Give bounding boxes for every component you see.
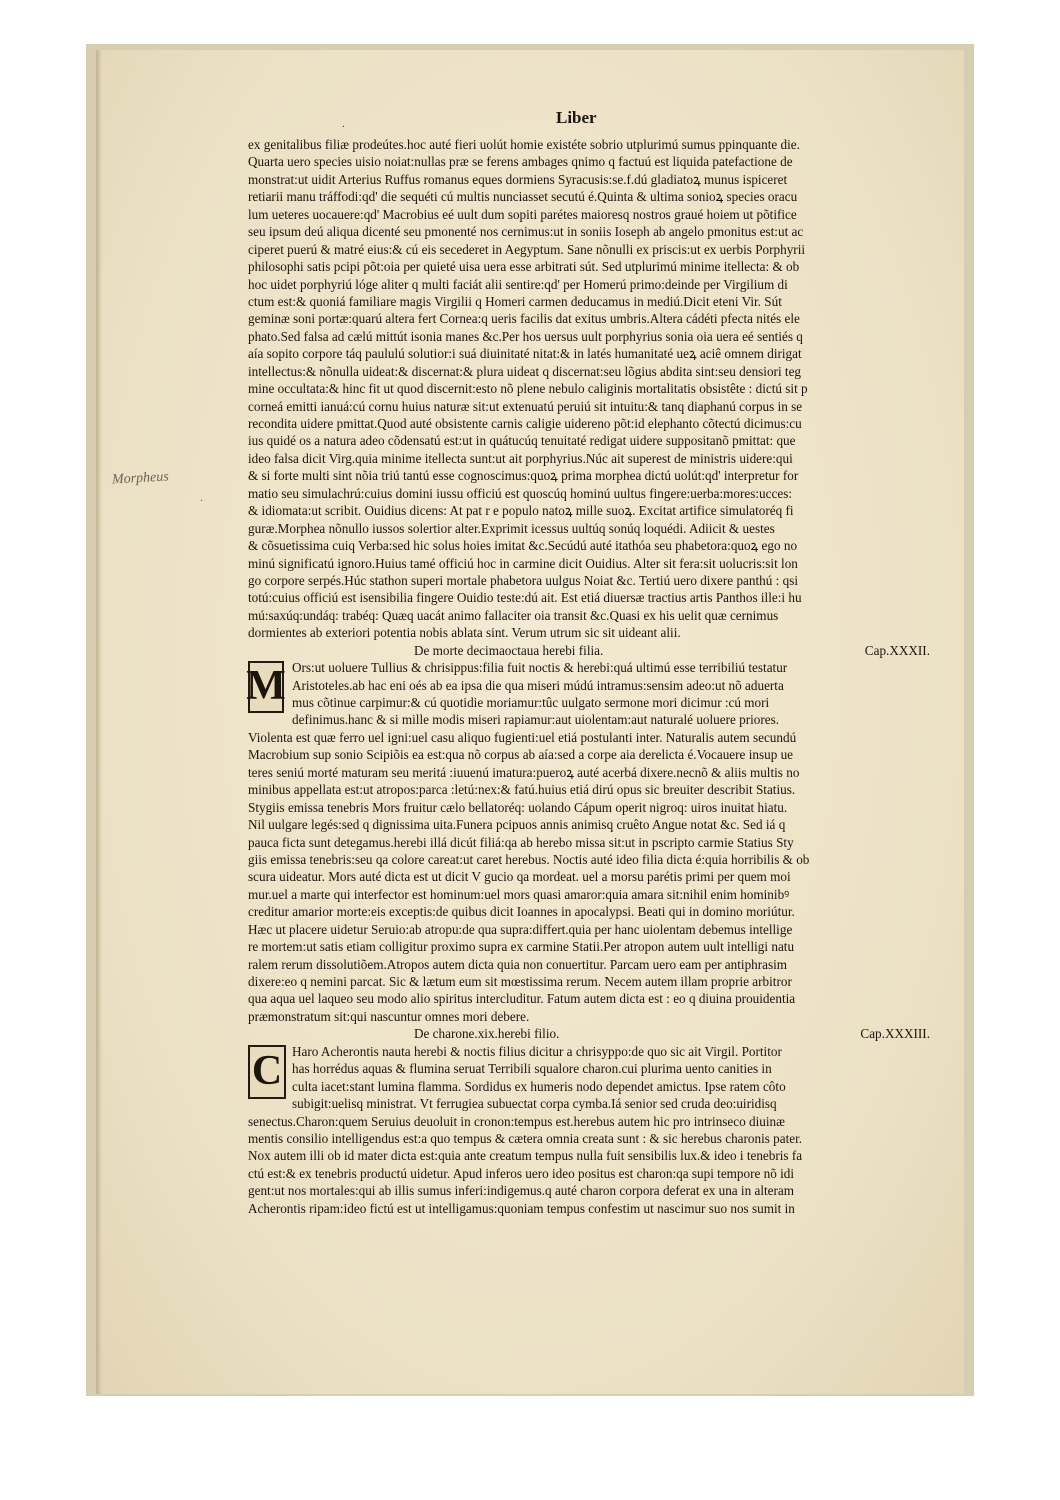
text-line: subigit:uelisq ministrat. Vt ferrugiea subuectat corpa cymba.Iá senior sed cruda deo:uiridisq (292, 1096, 777, 1112)
chapter-33-opening (248, 1043, 930, 1113)
text-line: Haro Acherontis nauta herebi & noctis filius dicitur a chrisyppo:de quo sic ait Virgil. Portitor (292, 1043, 782, 1059)
text-line: senectus.Charon:quem Seruius deuoluit in cronon:tempus est.herebus autem hic pro intrinseco diuinæ (248, 1113, 785, 1129)
text-line: ciperet puerú & matré eius:& cú eis secederet in Aegyptum. Sane nõnulli ex priscis:ut ex uerbis Porphyrii (248, 241, 806, 257)
decorated-initial-m: M (248, 661, 284, 713)
text-line: mus cõtinue carpimur:& cú quotidie moriamur:tûc uulgato sermone mori dicimur :cú mori (292, 695, 770, 710)
chapter-33-title: De charone.xix.herebi filio. (414, 1026, 560, 1042)
text-line: pauca ficta sunt detegamus.herebi illá dicút filiá:qa ab herebo missa sit:ut in pscripto carmie Statius Sty (248, 834, 794, 850)
scanned-book-page-background (86, 44, 974, 1396)
text-line: & cõsuetissima cuiq Verba:sed hic solus hoies imitat &c.Secúdú auté itathóa seu phabetora:quoꝝ ego no (248, 538, 798, 554)
text-line: Quarta uero species uisio noiat:nullas præ se ferens ambages qnimo q factuú est liquida patefactione de (248, 154, 793, 170)
chapter-32-number: Cap.XXXII. (864, 642, 930, 658)
text-line: qua aqua uel laqueo seu modo alio spiritus intercluditur. Fatum autem dicta est : eo q diuina prouidentia (248, 991, 796, 1007)
small-mark: . (342, 116, 345, 130)
text-section-charon-opening (248, 1043, 930, 1113)
text-line: minibus appellata est:ut atropos:parca :letú:nex:& fatú.huius etiá dirú opus sic breuiter describit Statius. (248, 782, 796, 798)
text-line: minú significatú ignoro.Huius tamé officiú hoc in carmine dicit Ouidius. Alter sit fera:sit uolucris:sit lon (248, 555, 798, 571)
text-line: Nil uulgare legés:sed q dignissima uita.Funera pcipuos annis animisq cruêto Angue notat &c. Sed iá q (248, 817, 786, 833)
text-line: culta iacet:stant lumina flamma. Sordidus ex humeris nodo dependet amictus. Ipse ratem côto (292, 1078, 786, 1094)
text-line: giis emissa tenebris:seu qa colore careat:ut caret herebus. Noctis auté ideo filia dicta é:quia horribilis & ob (248, 851, 810, 867)
text-line: gent:ut nos mortales:qui ab illis sumus inferi:indigemus.q auté charon corpora deferat ex una in alteram (248, 1183, 795, 1199)
text-line: lum ueteres uocauere:qd' Macrobius eé uult dum sopiti parétes maioresq nostros graué hoiem ut põtifice (248, 206, 797, 222)
chapter-32-title: De morte decimaoctaua herebi filia. (414, 642, 604, 658)
margin-annotation: Morpheus (111, 469, 170, 488)
text-line: definimus.hanc & si mille modis miseri rapiamur:aut uiolentam:aut naturalé uoluere priores. (292, 712, 780, 728)
chapter-33-number: Cap.XXXIII. (860, 1026, 930, 1042)
text-line: ius quidé os a natura adeo cõdensatú est:ut in quátucúq tenuitaté redigat uidere suppositanõ pmittat: que (248, 433, 796, 449)
text-line: mentis consilio intelligendus est:a quo tempus & cætera omnia creata sunt : & sic herebus charonis pater. (248, 1130, 803, 1146)
text-line: intellectus:& nõnulla uideat:& discernat:& plura uideat q discernat:seu lõgius abdita sint:seu densiori teg (248, 363, 802, 379)
text-line: ideo falsa dicit Virg.quia minime itellecta sunt:ut ait porphyrius.Núc ait superest de ministris uidere:qui (248, 450, 793, 466)
text-line: mur.uel a marte qui interfector est hominum:uel mors quasi amaror:quia amara sit:nihil enim hominibꝰ (248, 886, 790, 902)
text-line: aía sopito corpore táq paululú solutior:i suá diuinitaté nitat:& in latés humanitaté ueꝝ aciê omnem dirigat (248, 346, 802, 362)
text-line: & si forte multi sint nõia triú tantú esse cognoscimus:quoꝝ prima morphea dictú uolút:qd' interpretur for (248, 468, 799, 484)
text-line: Ors:ut uoluere Tullius & chrisippus:filia fuit noctis & herebi:quá ultimú esse terribiliú testatur (292, 660, 788, 676)
text-line: præmonstratum sit:qui nascuntur omnes mori debere. (248, 1008, 530, 1024)
text-line: ex genitalibus filiæ prodeútes.hoc auté fieri uolút homie existéte sobrio utplurimú sumus ppinquante die. (248, 137, 800, 152)
gutter-shadow (96, 50, 102, 1394)
chapter-32-heading (248, 642, 930, 659)
text-line: hoc uidet porphyriú lóge aliter q multi faciát alii sentire:qd' per Homerú primo:deinde per Virgilium di (248, 276, 788, 292)
text-line: Aristoteles.ab hac eni oés ab ea ipsa die qua miseri múdú intramus:sensim adeo:ut nõ aduerta (292, 677, 784, 693)
decorated-initial-c: C (248, 1045, 286, 1099)
text-line: mú:saxúq:undáq: trabéq: Quæq uacát animo fallaciter oia transit &c.Quasi ex his uelit quæ cernimus (248, 607, 779, 623)
text-line: phato.Sed falsa ad cælú mittút isonia manes &c.Per hos uersus uult porphyrius sonia oia uera eé sentiés q (248, 328, 803, 344)
text-line: ctum est:& quoniá familiare magis Virgilii q Homeri carmen deducamus in mediú.Dicit eteni Vir. Sút (248, 293, 782, 309)
text-line: guræ.Morphea nõnullo iussos solertior alter.Exprimit icessus uultúq sonúq loquédi. Adiicit & uestes (248, 520, 775, 536)
text-line: & idiomata:ut scribit. Ouidius dicens: At pat r e populo natoꝝ mille suoꝝ. Excitat artifice simulatoréq fi (248, 503, 794, 519)
text-line: geminæ soni portæ:quarú altera fert Cornea:q ueris facilis dat exitus umbris.Altera cádéti pfecta nités ele (248, 311, 800, 327)
text-line: scura uideatur. Mors auté dicta est ut dicit V gucio qa mordeat. uel a morsu parétis primi per quem moi (248, 869, 791, 885)
text-line: matio seu simulachrú:cuius domini iussu officiú est quoscúq hominú uultus fingere:uerba:mores:ucces: (248, 485, 793, 501)
margin-dot: . (200, 490, 203, 504)
running-head: Liber (556, 108, 597, 127)
text-line: recondita uidere pmittat.Quod auté obsistente carnis caligie uidereno põt:id elephanto cõtectú dicimus:cu (248, 416, 802, 431)
text-line: Violenta est quæ ferro uel igni:uel casu aliquo fugienti:uel etiá postulanti inter. Naturalis autem secundú (248, 729, 797, 745)
text-line: has horrédus aquas & flumina seruat Terribili squalore charon.cui plurima uento canities in (292, 1061, 772, 1077)
text-line: mine occultata:& hinc fit ut quod discernit:esto nõ plene nebulo caliginis mortalitatis obsistête : dictú sit p (248, 381, 808, 397)
text-line: Macrobium sup sonio Scipiõis ea est:qua nõ corpus ab aía:sed a corpe aia derelicta é.Vocauere insup ue (248, 747, 794, 763)
text-section-death (248, 729, 930, 1025)
text-line: go corpore serpés.Húc stathon superi mortale phabetora uulgus Noiat &c. Tertiú uero dixere panthú : qsi (248, 572, 798, 588)
text-line: seu ipsum deú aliqua dicenté seu pmonenté nos cernimus:ut in soniis Ioseph ab angelo pmonitus est:ut ac (248, 224, 804, 240)
text-line: dormientes ab exteriori potentia nobis ablata sint. Verum utrum sic sit uideant alii. (248, 625, 681, 641)
chapter-32-opening (248, 659, 930, 729)
text-section-death-opening (248, 659, 930, 729)
chapter-33-heading (248, 1025, 930, 1042)
text-line: corneá emitti ianuá:cú cornu huius naturæ sit:ut extenuatú peruiú sit intuitu:& tanq diaphanú corpus in se (248, 398, 803, 414)
text-line: dixere:eo q nemini parcat. Sic & lætum eum sit mœstissima rerum. Necem autem illam proprie arbitror (248, 974, 792, 989)
text-line: Stygiis emissa tenebris Mors fruitur cælo bellatoréq: uolando Cápum operit nigroq: uiros inuitat hiatu. (248, 799, 788, 815)
text-line: Nox autem illi ob id mater dicta est:quia ante creatum tempus nulla fuit sensibilis lux.& ideo i tenebris fa (248, 1148, 803, 1164)
text-line: re mortem:ut satis etiam colligitur proximo supra ex carmine Statii.Per atropon autem uult intelligi natu (248, 939, 795, 955)
book-page (96, 50, 964, 1394)
text-line: philosophi satis pcipi põt:oia per quieté uisa uera esse arbitrati sút. Sed utplurimú minime itellecta: & ob (248, 259, 800, 275)
text-line: ctú est:& ex tenebris productú uidetur. Apud inferos uero ideo positus est charon:qa supi tempore nõ idi (248, 1165, 795, 1181)
text-line: ralem rerum dissolutiõem.Atropos autem dicta quia non conuertitur. Parcam uero eam per antiphrasim (248, 956, 788, 972)
text-section-charon (248, 1113, 930, 1218)
text-line: monstrat:ut uidit Arterius Ruffus romanus eques dormiens Syracusis:se.f.dú gladiatoꝝ munus ispiceret (248, 171, 788, 187)
text-line: Hæc ut placere uidetur Seruio:ab atropu:de qua supra:differt.quia per hanc uiolentam debemus intellige (248, 921, 793, 937)
text-line: retiarii manu tráffodi:qd' die sequéti cú multis nunciasset secutú é.Quinta & ultima sonioꝝ species oracu (248, 189, 798, 205)
text-line: creditur amarior morte:eis exceptis:de quibus dicit Ioannes in apocalypsi. Beati qui in domino moriútur. (248, 904, 795, 920)
main-text-block (248, 136, 930, 1217)
text-line: teres seniú morté maturam seu meritá :iuuenú imatura:pueroꝝ auté acerbá dixere.necnõ & aliis multis no (248, 764, 800, 780)
text-section-dreams (248, 136, 930, 642)
text-line: totú:cuius officiú est isensibilia fingere Ouidio teste:dú ait. Est etiá diuersæ tractius artis Panthos ille:i hu (248, 590, 802, 606)
text-line: Acherontis ripam:ideo fictú est ut intelligamus:quoniam tempus confestim ut nascimur suo nos sumit in (248, 1200, 795, 1216)
